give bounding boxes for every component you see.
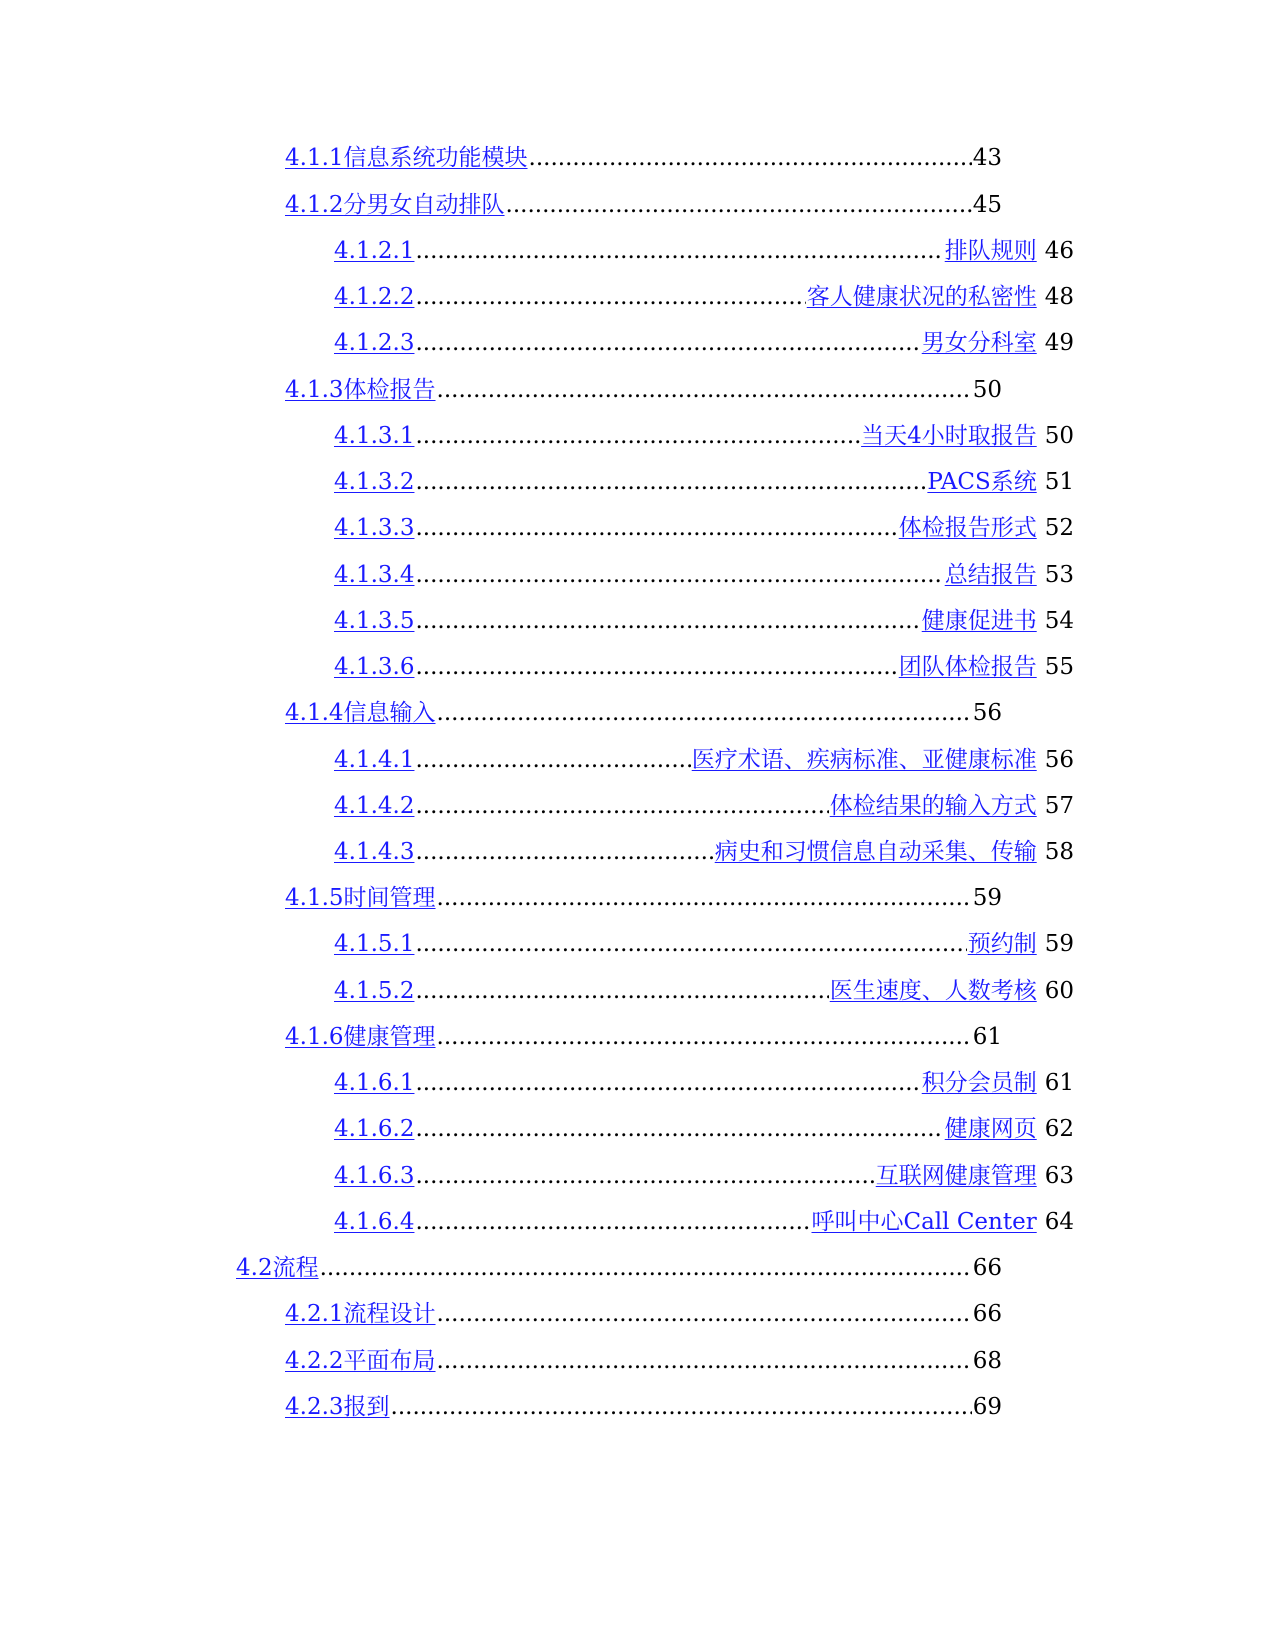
toc-entry[interactable] bbox=[334, 560, 1074, 590]
toc-entry-title[interactable]: 医疗术语、疾病标准、亚健康标准 bbox=[691, 747, 1037, 773]
toc-entry-title[interactable]: 流程 bbox=[272, 1255, 319, 1281]
toc-entry-number[interactable]: 4.2.1 bbox=[285, 1301, 344, 1327]
toc-entry[interactable] bbox=[334, 467, 1074, 497]
dot-leader bbox=[391, 1392, 972, 1422]
toc-entry-number[interactable]: 4.2 bbox=[236, 1255, 273, 1281]
toc-entry-title[interactable]: 男女分科室 bbox=[921, 330, 1037, 356]
toc-entry-number[interactable]: 4.1.3.3 bbox=[334, 515, 415, 541]
dot-leader bbox=[415, 560, 943, 590]
toc-entry-page: 59 bbox=[972, 885, 1002, 911]
toc-entry-number[interactable]: 4.1.6.3 bbox=[334, 1163, 415, 1189]
toc-entry-number[interactable]: 4.1.2.1 bbox=[334, 238, 415, 264]
toc-entry-page: 53 bbox=[1044, 562, 1074, 588]
toc-entry-number[interactable]: 4.1.1 bbox=[285, 145, 344, 171]
toc-entry-number[interactable]: 4.1.5 bbox=[285, 885, 344, 911]
toc-entry[interactable] bbox=[334, 976, 1074, 1006]
toc-entry[interactable] bbox=[285, 1392, 1002, 1422]
toc-entry-title[interactable]: 总结报告 bbox=[944, 562, 1037, 588]
toc-entry-title[interactable]: PACS系统 bbox=[927, 469, 1037, 495]
dot-leader bbox=[437, 375, 972, 405]
toc-entry[interactable] bbox=[285, 190, 1002, 220]
toc-entry-number[interactable]: 4.1.4 bbox=[285, 700, 344, 726]
toc-entry[interactable] bbox=[334, 837, 1074, 867]
toc-entry[interactable] bbox=[334, 745, 1074, 775]
toc-entry-page: 45 bbox=[972, 192, 1002, 218]
toc-entry-page: 43 bbox=[972, 145, 1002, 171]
toc-entry-page: 55 bbox=[1044, 654, 1074, 680]
toc-entry[interactable] bbox=[285, 883, 1002, 913]
toc-entry-page: 69 bbox=[972, 1394, 1002, 1420]
toc-entry[interactable] bbox=[334, 328, 1074, 358]
toc-entry[interactable] bbox=[285, 143, 1002, 173]
toc-entry-title[interactable]: 信息输入 bbox=[343, 700, 436, 726]
dot-leader bbox=[415, 513, 897, 543]
toc-entry[interactable] bbox=[285, 1299, 1002, 1329]
toc-entry-title[interactable]: 体检结果的输入方式 bbox=[829, 793, 1037, 819]
toc-entry-page: 60 bbox=[1044, 978, 1074, 1004]
dot-leader bbox=[415, 606, 920, 636]
dot-leader bbox=[506, 190, 972, 220]
toc-entry-number[interactable]: 4.1.2 bbox=[285, 192, 344, 218]
toc-entry-number[interactable]: 4.1.3.1 bbox=[334, 423, 415, 449]
toc-entry-number[interactable]: 4.1.4.2 bbox=[334, 793, 415, 819]
toc-entry-title[interactable]: 平面布局 bbox=[343, 1348, 436, 1374]
toc-entry-page: 56 bbox=[1044, 747, 1074, 773]
toc-entry-title[interactable]: 流程设计 bbox=[343, 1301, 436, 1327]
toc-entry-number[interactable]: 4.1.3.2 bbox=[334, 469, 415, 495]
toc-entry[interactable] bbox=[334, 513, 1074, 543]
toc-entry-title[interactable]: 体检报告 bbox=[343, 377, 436, 403]
toc-entry-number[interactable]: 4.1.3 bbox=[285, 377, 344, 403]
toc-entry-page: 61 bbox=[972, 1024, 1002, 1050]
toc-entry-title[interactable]: 互联网健康管理 bbox=[875, 1163, 1037, 1189]
toc-entry-title[interactable]: 报到 bbox=[343, 1394, 390, 1420]
toc-entry-page: 54 bbox=[1044, 608, 1074, 634]
dot-leader bbox=[437, 1299, 972, 1329]
toc-entry-page: 66 bbox=[972, 1301, 1002, 1327]
toc-entry-page: 50 bbox=[1044, 423, 1074, 449]
toc-entry-number[interactable]: 4.1.3.4 bbox=[334, 562, 415, 588]
toc-entry-page: 51 bbox=[1044, 469, 1074, 495]
toc-entry-page: 46 bbox=[1044, 238, 1074, 264]
toc-entry-title[interactable]: 信息系统功能模块 bbox=[343, 145, 528, 171]
toc-entry[interactable] bbox=[334, 791, 1074, 821]
dot-leader bbox=[415, 1114, 943, 1144]
toc-entry-number[interactable]: 4.1.4.1 bbox=[334, 747, 415, 773]
toc-entry-page: 59 bbox=[1044, 931, 1074, 957]
toc-entry-number[interactable]: 4.1.2.2 bbox=[334, 284, 415, 310]
toc-entry-number[interactable]: 4.1.6 bbox=[285, 1024, 344, 1050]
toc-entry-page: 64 bbox=[1044, 1209, 1074, 1235]
toc-entry-page: 52 bbox=[1044, 515, 1074, 541]
toc-entry[interactable] bbox=[334, 606, 1074, 636]
toc-entry[interactable] bbox=[334, 929, 1074, 959]
toc-entry[interactable] bbox=[334, 652, 1074, 682]
toc-entry-page: 63 bbox=[1044, 1163, 1074, 1189]
toc-entry-title[interactable]: 健康促进书 bbox=[921, 608, 1037, 634]
toc-entry-title[interactable]: 客人健康状况的私密性 bbox=[806, 284, 1037, 310]
toc-entry-page: 61 bbox=[1044, 1070, 1074, 1096]
toc-entry-title[interactable]: 预约制 bbox=[967, 931, 1037, 957]
toc-entry-page: 62 bbox=[1044, 1116, 1074, 1142]
toc-entry[interactable] bbox=[334, 1161, 1074, 1191]
dot-leader bbox=[415, 652, 897, 682]
toc-entry-page: 56 bbox=[972, 700, 1002, 726]
toc-entry[interactable] bbox=[334, 1114, 1074, 1144]
dot-leader bbox=[415, 745, 690, 775]
toc-entry[interactable] bbox=[334, 282, 1074, 312]
toc-entry-title[interactable]: 团队体检报告 bbox=[898, 654, 1037, 680]
toc-entry-page: 48 bbox=[1044, 284, 1074, 310]
dot-leader bbox=[415, 282, 805, 312]
toc-entry[interactable] bbox=[285, 698, 1002, 728]
toc-entry-title[interactable]: 排队规则 bbox=[944, 238, 1037, 264]
toc-entry[interactable] bbox=[334, 236, 1074, 266]
dot-leader bbox=[320, 1253, 972, 1283]
toc-entry-page: 66 bbox=[972, 1255, 1002, 1281]
toc-entry-number[interactable]: 4.2.2 bbox=[285, 1348, 344, 1374]
toc-entry-title[interactable]: 医生速度、人数考核 bbox=[829, 978, 1037, 1004]
toc-entry-title[interactable]: 病史和习惯信息自动采集、传输 bbox=[714, 839, 1037, 865]
toc-entry-number[interactable]: 4.1.5.2 bbox=[334, 978, 415, 1004]
toc-entry-title[interactable]: 健康管理 bbox=[343, 1024, 436, 1050]
dot-leader bbox=[437, 698, 972, 728]
toc-entry-title[interactable]: 时间管理 bbox=[343, 885, 436, 911]
toc-entry[interactable] bbox=[285, 1022, 1002, 1052]
toc-entry-number[interactable]: 4.1.4.3 bbox=[334, 839, 415, 865]
dot-leader bbox=[415, 929, 966, 959]
toc-entry-page: 57 bbox=[1044, 793, 1074, 819]
dot-leader bbox=[415, 421, 860, 451]
dot-leader bbox=[529, 143, 972, 173]
dot-leader bbox=[415, 467, 926, 497]
dot-leader bbox=[437, 1022, 972, 1052]
dot-leader bbox=[415, 236, 943, 266]
toc-entry-number[interactable]: 4.2.3 bbox=[285, 1394, 344, 1420]
toc-entry[interactable] bbox=[334, 1068, 1074, 1098]
toc-entry[interactable] bbox=[334, 421, 1074, 451]
toc-entry-number[interactable]: 4.1.2.3 bbox=[334, 330, 415, 356]
toc-entry-title[interactable]: 体检报告形式 bbox=[898, 515, 1037, 541]
toc-entry[interactable] bbox=[236, 1253, 1002, 1283]
toc-entry[interactable] bbox=[285, 375, 1002, 405]
toc-entry-page: 50 bbox=[972, 377, 1002, 403]
toc-entry[interactable] bbox=[334, 1207, 1074, 1237]
toc-entry-title[interactable]: 积分会员制 bbox=[921, 1070, 1037, 1096]
toc-entry-number[interactable]: 4.1.6.2 bbox=[334, 1116, 415, 1142]
toc-entry-number[interactable]: 4.1.6.1 bbox=[334, 1070, 415, 1096]
dot-leader bbox=[415, 1161, 874, 1191]
toc-entry-title[interactable]: 当天4小时取报告 bbox=[861, 423, 1037, 449]
toc-entry-title[interactable]: 健康网页 bbox=[944, 1116, 1037, 1142]
toc-entry-number[interactable]: 4.1.5.1 bbox=[334, 931, 415, 957]
dot-leader bbox=[415, 328, 920, 358]
dot-leader bbox=[415, 976, 828, 1006]
toc-entry-title[interactable]: 呼叫中心Call Center bbox=[811, 1209, 1037, 1235]
dot-leader bbox=[415, 1207, 810, 1237]
toc-entry-page: 68 bbox=[972, 1348, 1002, 1374]
dot-leader bbox=[415, 791, 828, 821]
toc-entry-page: 58 bbox=[1044, 839, 1074, 865]
dot-leader bbox=[437, 1346, 972, 1376]
dot-leader bbox=[437, 883, 972, 913]
toc-entry-page: 49 bbox=[1044, 330, 1074, 356]
toc-entry[interactable] bbox=[285, 1346, 1002, 1376]
toc-entry-number[interactable]: 4.1.3.6 bbox=[334, 654, 415, 680]
toc-entry-title[interactable]: 分男女自动排队 bbox=[343, 192, 505, 218]
toc-entry-number[interactable]: 4.1.6.4 bbox=[334, 1209, 415, 1235]
dot-leader bbox=[415, 1068, 920, 1098]
toc-entry-number[interactable]: 4.1.3.5 bbox=[334, 608, 415, 634]
dot-leader bbox=[415, 837, 713, 867]
